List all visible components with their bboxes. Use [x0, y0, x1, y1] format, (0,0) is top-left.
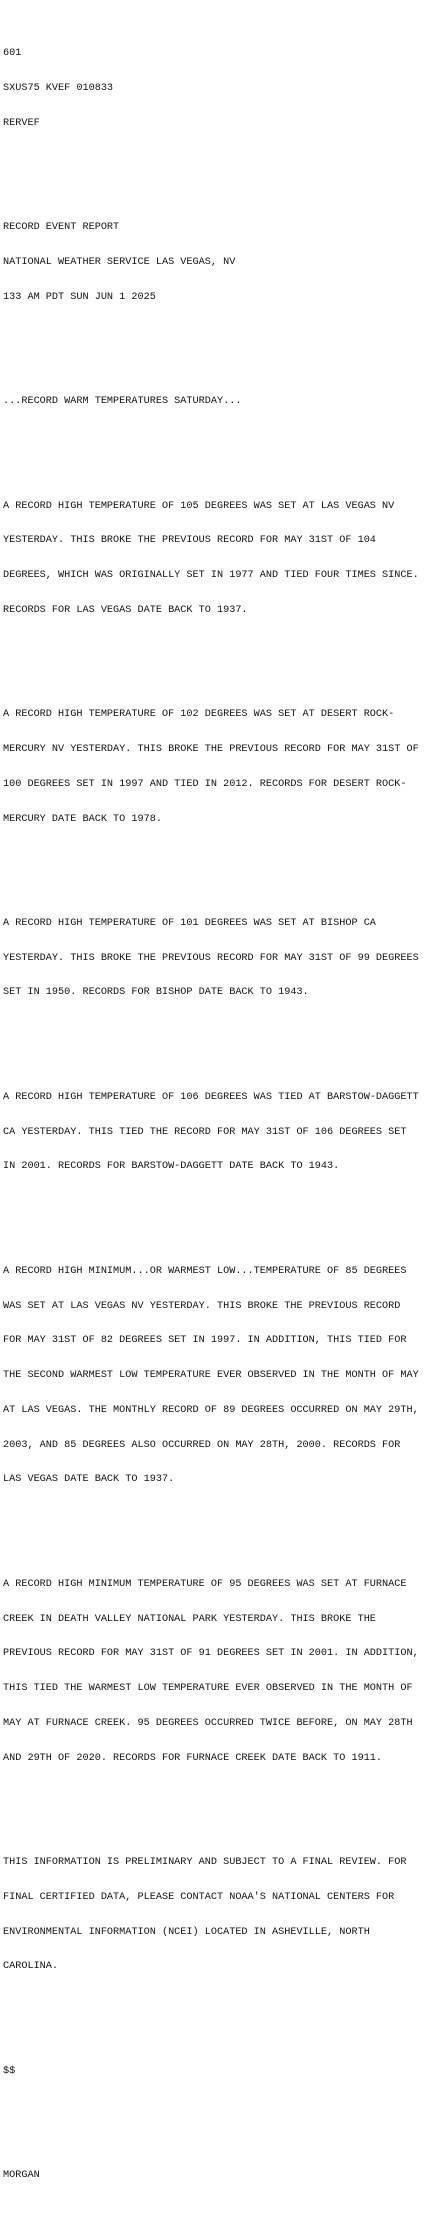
- paragraph-line: FOR MAY 31ST OF 82 DEGREES SET IN 1997. IN ADDITION, THIS TIED FOR: [3, 1335, 407, 1347]
- paragraph-line: LAS VEGAS DATE BACK TO 1937.: [3, 1474, 175, 1486]
- headline-text: ...RECORD WARM TEMPERATURES SATURDAY...: [3, 396, 242, 408]
- paragraph-line: THE SECOND WARMEST LOW TEMPERATURE EVER OBSERVED IN THE MONTH OF MAY: [3, 1370, 419, 1382]
- paragraph-furnace-creek-warm-low: [3, 1556, 442, 1788]
- paragraph-desert-rock-high: [3, 686, 442, 848]
- paragraph-line: IN 2001. RECORDS FOR BARSTOW-DAGGETT DATE BACK TO 1943.: [3, 1161, 340, 1173]
- disclaimer-line: CAROLINA.: [3, 1961, 59, 1973]
- paragraph-line: SET IN 1950. RECORDS FOR BISHOP DATE BACK TO 1943.: [3, 987, 309, 999]
- paragraph-bishop-high: [3, 895, 442, 1023]
- wmo-header-line: SXUS75 KVEF 010833: [3, 83, 114, 95]
- paragraph-line: A RECORD HIGH MINIMUM TEMPERATURE OF 95 DEGREES WAS SET AT FURNACE: [3, 1578, 407, 1590]
- disclaimer-line: THIS INFORMATION IS PRELIMINARY AND SUBJECT TO A FINAL REVIEW. FOR: [3, 1857, 407, 1868]
- paragraph-line: 100 DEGREES SET IN 1997 AND TIED IN 2012. RECORDS FOR DESERT ROCK-: [3, 778, 407, 790]
- disclaimer-line: ENVIRONMENTAL INFORMATION (NCEI) LOCATED IN ASHEVILLE, NORTH: [3, 1926, 370, 1938]
- paragraph-line: WAS SET AT LAS VEGAS NV YESTERDAY. THIS BROKE THE PREVIOUS RECORD: [3, 1300, 401, 1312]
- disclaimer-line: FINAL CERTIFIED DATA, PLEASE CONTACT NOAA'S NATIONAL CENTERS FOR: [3, 1891, 395, 1903]
- paragraph-line: MAY AT FURNACE CREEK. 95 DEGREES OCCURRED TWICE BEFORE, ON MAY 28TH: [3, 1717, 413, 1729]
- paragraph-line: MERCURY NV YESTERDAY. THIS BROKE THE PREVIOUS RECORD FOR MAY 31ST OF: [3, 744, 419, 755]
- product-id-line: 601: [3, 48, 22, 60]
- report-title: RECORD EVENT REPORT: [3, 222, 120, 234]
- disclaimer: [3, 1834, 442, 1996]
- paragraph-line: AT LAS VEGAS. THE MONTHLY RECORD OF 89 DEGREES OCCURRED ON MAY 29TH,: [3, 1404, 419, 1416]
- paragraph-las-vegas-warm-low: [3, 1243, 442, 1510]
- headline: [3, 373, 442, 431]
- paragraph-line: A RECORD HIGH TEMPERATURE OF 106 DEGREES WAS TIED AT BARSTOW-DAGGETT: [3, 1091, 419, 1103]
- paragraph-las-vegas-high: [3, 477, 442, 639]
- paragraph-line: A RECORD HIGH TEMPERATURE OF 101 DEGREES WAS SET AT BISHOP CA: [3, 917, 376, 929]
- signature: [3, 2147, 442, 2205]
- end-marker: [3, 2043, 442, 2101]
- paragraph-line: YESTERDAY. THIS BROKE THE PREVIOUS RECORD FOR MAY 31ST OF 104: [3, 535, 376, 547]
- paragraph-line: CA YESTERDAY. THIS TIED THE RECORD FOR MAY 31ST OF 106 DEGREES SET: [3, 1126, 407, 1138]
- paragraph-barstow-daggett-high: [3, 1069, 442, 1197]
- paragraph-line: 2003, AND 85 DEGREES ALSO OCCURRED ON MAY 28TH, 2000. RECORDS FOR: [3, 1439, 401, 1451]
- issue-time: 133 AM PDT SUN JUN 1 2025: [3, 291, 156, 303]
- paragraph-line: YESTERDAY. THIS BROKE THE PREVIOUS RECORD FOR MAY 31ST OF 99 DEGREES: [3, 952, 419, 964]
- product-header: [3, 25, 442, 153]
- signature-text: MORGAN: [3, 2170, 40, 2182]
- issuing-office: NATIONAL WEATHER SERVICE LAS VEGAS, NV: [3, 257, 236, 269]
- paragraph-line: A RECORD HIGH MINIMUM...OR WARMEST LOW...TEMPERATURE OF 85 DEGREES: [3, 1265, 407, 1277]
- paragraph-line: A RECORD HIGH TEMPERATURE OF 105 DEGREES WAS SET AT LAS VEGAS NV: [3, 500, 395, 512]
- paragraph-line: CREEK IN DEATH VALLEY NATIONAL PARK YESTERDAY. THIS BROKE THE: [3, 1613, 376, 1625]
- paragraph-line: MERCURY DATE BACK TO 1978.: [3, 813, 162, 825]
- end-marker-text: $$: [3, 2065, 16, 2077]
- paragraph-line: DEGREES, WHICH WAS ORIGINALLY SET IN 1977 AND TIED FOUR TIMES SINCE.: [3, 570, 419, 582]
- paragraph-line: PREVIOUS RECORD FOR MAY 31ST OF 91 DEGREES SET IN 2001. IN ADDITION,: [3, 1648, 419, 1660]
- paragraph-line: THIS TIED THE WARMEST LOW TEMPERATURE EVER OBSERVED IN THE MONTH OF: [3, 1683, 413, 1695]
- paragraph-line: AND 29TH OF 2020. RECORDS FOR FURNACE CREEK DATE BACK TO 1911.: [3, 1752, 383, 1764]
- paragraph-line: A RECORD HIGH TEMPERATURE OF 102 DEGREES WAS SET AT DESERT ROCK-: [3, 709, 395, 721]
- paragraph-line: RECORDS FOR LAS VEGAS DATE BACK TO 1937.: [3, 604, 248, 616]
- report-header: [3, 199, 442, 327]
- awips-id-line: RERVEF: [3, 117, 40, 129]
